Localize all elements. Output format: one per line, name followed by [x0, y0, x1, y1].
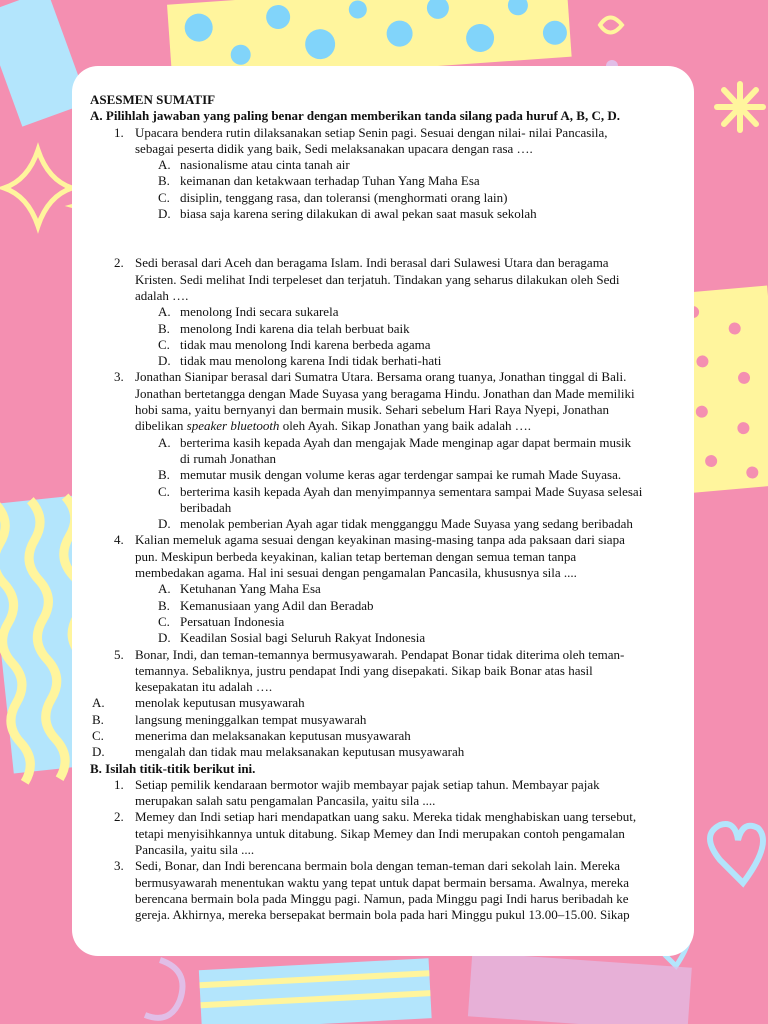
option-a[interactable]: A. menolong Indi secara sukarela — [158, 304, 339, 320]
options-list — [90, 304, 680, 369]
option-a[interactable]: A. Ketuhanan Yang Maha Esa — [158, 581, 321, 597]
question-text: sebagai peserta didik yang baik, Sedi melaksanakan upacara dengan rasa …. — [135, 140, 533, 156]
question-1: 1. Upacara bendera rutin dilaksanakan setiap Senin pagi. Sesuai dengan nilai- nilai Pancasila, — [90, 125, 680, 141]
option-b[interactable]: B. memutar musik dengan volume keras agar terdengar sampai ke rumah Made Suyasa. — [158, 467, 622, 483]
option-b[interactable]: B. langsung meninggalkan tempat musyawarah — [92, 711, 367, 727]
worksheet-card — [72, 66, 694, 956]
option-a-continued: di rumah Jonathan — [180, 450, 277, 466]
section-a-heading: A. Pilihlah jawaban yang paling benar dengan memberikan tanda silang pada huruf A, B, C, D. — [90, 108, 620, 124]
option-c[interactable]: C. Persatuan Indonesia — [158, 613, 285, 629]
options-list — [90, 581, 680, 646]
option-a[interactable]: A. berterima kasih kepada Ayah dan mengajak Made menginap agar dapat bermain musik — [158, 434, 632, 450]
section-b-heading: B. Isilah titik-titik berikut ini. — [90, 760, 256, 776]
swirl-icon — [145, 960, 183, 1018]
option-d[interactable]: D. mengalah dan tidak mau melaksanakan keputusan musyawarah — [92, 744, 465, 760]
question-3: 3. Jonathan Sianipar berasal dari Sumatra Utara. Bersama orang tuanya, Jonathan tinggal di Bali. Jonathan bertetangga dengan Made Suyasa yang beragama Hindu. Jonathan dan Made memiliki hobi sama, yaitu bernyanyi dan bermain musik. Sehari sebelum Hari Raya Nyepi, Jonathan dibelikan speaker bluetooth oleh Ayah. Sikap Jonathan yang baik adalah …. — [114, 369, 635, 434]
option-c[interactable]: C. disiplin, tenggang rasa, dan toleransi (menghormati orang lain) — [158, 189, 508, 205]
options-list — [90, 435, 680, 533]
options-list — [90, 157, 680, 222]
option-b[interactable]: B. Kemanusiaan yang Adil dan Beradab — [158, 597, 374, 613]
page-title: ASESMEN SUMATIF — [90, 92, 216, 107]
option-c[interactable]: C. menerima dan melaksanakan keputusan musyawarah — [92, 727, 411, 743]
question-text: Upacara bendera rutin dilaksanakan setiap Senin pagi. Sesuai dengan nilai- nilai Pancasila, — [135, 124, 608, 140]
option-b[interactable]: B. menolong Indi karena dia telah berbuat baik — [158, 320, 410, 336]
sparkle-icon — [717, 84, 763, 130]
option-d[interactable]: D. tidak mau menolong karena Indi tidak berhati-hati — [158, 353, 442, 369]
option-c[interactable]: C. tidak mau menolong Indi karena berbeda agama — [158, 336, 431, 352]
worksheet-content — [90, 92, 680, 924]
fill-question-1: 1. Setiap pemilik kendaraan bermotor wajib membayar pajak setiap tahun. Membayar pajak merupakan salah satu pengamalan Pancasila, yaitu sila .... — [114, 776, 600, 809]
option-c[interactable]: C. berterima kasih kepada Ayah dan menyimpannya sementara sampai Made Suyasa selesai — [158, 483, 643, 499]
fill-question-2: 2. Memey dan Indi setiap hari mendapatkan uang saku. Mereka tidak menghabiskan uang tersebut, tetapi menyisihkannya untuk ditabung. Sikap Memey dan Indi merupakan contoh pengamalan Pancasila, yaitu sila .... — [114, 809, 637, 858]
option-c-continued: beribadah — [180, 499, 232, 515]
swirl-icon — [600, 18, 622, 33]
option-a[interactable]: A. menolak keputusan musyawarah — [92, 695, 305, 711]
option-b[interactable]: B. keimanan dan ketakwaan terhadap Tuhan Yang Maha Esa — [158, 173, 480, 189]
question-5: 5. Bonar, Indi, dan teman-temannya bermusyawarah. Pendapat Bonar tidak diterima oleh teman- temannya. Sebaliknya, justru pendapat Indi yang disepakati. Sikap baik Bonar atas hasil kesepakatan itu adalah …. — [114, 646, 625, 695]
option-d[interactable]: D. menolak pemberian Ayah agar tidak mengganggu Made Suyasa yang sedang beribadah — [158, 516, 633, 532]
fill-question-3: 3. Sedi, Bonar, dan Indi berencana bermain bola dengan teman-teman dari sekolah lain. Mereka bermusyawarah menentukan waktu yang tepat untuk dapat bermain bersama. Awalnya, mereka berencana bermain bola pada Minggu pagi. Namun, pada Minggu pagi Indi harus beribadah ke gereja. Akhirnya, mereka bersepakat bermain bola pada hari Minggu pukul 13.00–15.00. Sikap — [114, 858, 630, 923]
question-2: 2. Sedi berasal dari Aceh dan beragama Islam. Indi berasal dari Sulawesi Utara dan beragama Kristen. Sedi melihat Indi terpeleset dan terjatuh. Tindakan yang seharus dilakukan oleh Sedi adalah …. — [114, 255, 620, 303]
washi-tape-bottom — [199, 958, 432, 1024]
options-list — [90, 695, 680, 760]
option-d[interactable]: D. Keadilan Sosial bagi Seluruh Rakyat Indonesia — [158, 630, 426, 646]
sparkle-icon — [4, 150, 72, 226]
question-4: 4. Kalian memeluk agama sesuai dengan keyakinan masing-masing tanpa ada paksaan dari siapa pun. Meskipun berbeda keyakinan, kalian tetap berteman dengan semua teman tanpa membedakan agama. Hal ini sesuai dengan pengamalan Pancasila, khususnya sila .... — [114, 532, 625, 581]
heart-icon — [710, 824, 763, 883]
option-d[interactable]: D. biasa saja karena sering dilakukan di awal pekan saat masuk sekolah — [158, 206, 537, 222]
option-a[interactable]: A. nasionalisme atau cinta tanah air — [158, 157, 350, 173]
